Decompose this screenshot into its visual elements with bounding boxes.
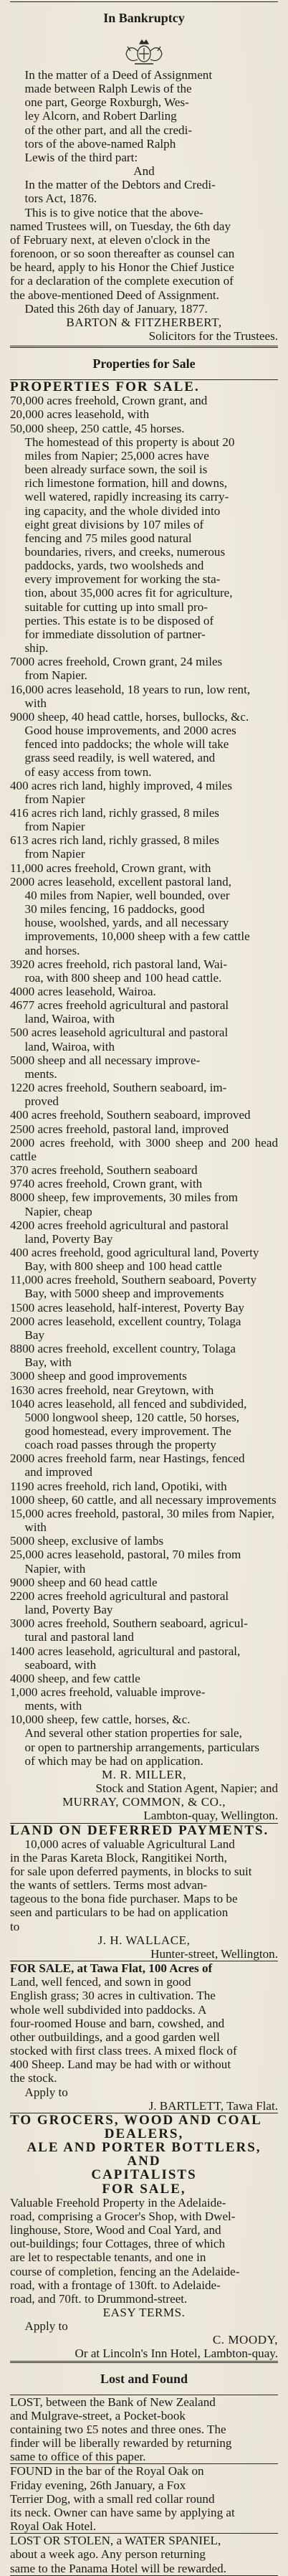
tawa-line: English grass; 30 acres in cultivation. The [10,1989,216,2003]
property-line: 3000 acres freehold, Southern seaboard, agricul- [10,1616,248,1631]
property-line: 8000 sheep, few improvements, 30 miles from [10,1190,239,1205]
property-line: 500 acres leasehold agricultural and pastoral [10,1026,229,1040]
tawa-line: the stock. [10,2071,57,2085]
property-line: house, woolshed, yards, and all necessary [24,916,229,930]
property-line: 30 miles fencing, 16 paddocks, good [24,902,205,917]
grocers-title [10,2113,278,2196]
property-line: 2000 acres leasehold, excellent country, Tolaga [10,1314,241,1328]
notice-line: And [133,164,155,179]
property-line: of which may be had on application. [24,1753,203,1768]
property-line: eight great divisions by 107 miles of [24,517,204,531]
property-line: 5000 longwool sheep, 120 cattle, 50 horses, [24,1410,240,1424]
property-line: 1400 acres leasehold, agricultural and pastoral, [10,1644,241,1658]
property-line: from Napier. [24,668,87,683]
property-line: 7000 acres freehold, Crown grant, 24 miles [10,655,223,669]
deferred-line: Hunter-street, Wellington. [150,1946,278,1961]
property-line: Napier, with [24,1561,86,1576]
property-line: grass seed readily, is well watered, and [24,751,216,765]
property-line: ing capacity, and the whole divided into [24,503,221,518]
lost-line: same to office of this paper. [10,2450,146,2464]
property-line: 2200 acres freehold agricultural and pastoral [10,1588,229,1603]
property-line: fenced into paddocks; the whole will take [24,737,229,752]
tawa-title: FOR SALE, at Tawa Flat, 100 Acres of [10,1961,213,1976]
property-line: land, Poverty Bay [24,1603,113,1617]
property-line: 1630 acres freehold, near Greytown, with [10,1383,214,1397]
grocers-ad [10,2196,278,2361]
crest-svg [120,35,168,67]
property-line: 3920 acres freehold, rich pastoral land, Wai- [10,957,228,971]
property-line: every improvement for working the sta- [24,572,221,587]
property-line: 2000 acres freehold farm, near Hastings, fenced [10,1452,245,1466]
property-line: rich limestone formation, hill and downs, [24,476,227,491]
property-line: 4000 sheep, and few cattle [10,1671,140,1685]
grocers-line: C. MOODY, [212,2333,278,2347]
lost-found-heading: Lost and Found [100,2371,188,2386]
property-line: The homestead of this property is about 20 [24,435,235,449]
property-line: 70,000 acres freehold, Crown grant, and [10,394,208,408]
grocers-line: EASY TERMS. [102,2306,186,2319]
property-line: 9000 sheep and 60 head cattle [10,1575,158,1589]
deferred-line: for sale upon deferred payments, in blocks to suit [10,1865,252,1878]
deferred-line: in the Paras Kareta Block, Rangitikei North, [10,1850,227,1865]
property-line: proved [24,1094,59,1109]
property-line: well watered, rapidly increasing its carry- [24,490,229,504]
property-line: ments, with [24,1699,82,1713]
property-line: from Napier [24,792,85,806]
property-line: Bay [24,1327,45,1342]
property-line: roa, with 800 sheep and 100 head cattle. [24,970,222,985]
deferred-line: J. H. WALLACE, [97,1933,191,1947]
property-line: 4200 acres freehold agricultural and pastoral [10,1218,229,1232]
notice-line: tors of the above-named Ralph [24,136,176,151]
tawa-line: stocked with first class trees. A mixed flock of [10,2044,237,2058]
property-line: boundaries, rivers, and creeks, numerous [24,545,226,559]
properties-heading: Properties for Sale [92,356,196,371]
property-line: 50,000 sheep, 250 cattle, 45 horses. [10,421,185,435]
grocers-line: road, with a frontage of 130ft. to Adelaide- [10,2278,221,2292]
property-line: 5000 sheep and all necessary improve- [10,1053,201,1067]
notice-line: for a declaration of the complete execution of [10,274,234,288]
property-line: 1190 acres freehold, rich land, Opotiki, with [10,1479,227,1493]
lost-line: LOST, between the Bank of New Zealand [10,2395,216,2409]
property-line: with [24,1520,47,1535]
notice-line: This is to give notice that the above- [24,205,203,219]
lost-pocketbook-ad [10,2395,278,2464]
grocers-line: Valuable Freehold Property in the Adelaide- [10,2195,226,2210]
lost-line: about a week ago. Any person returning [10,2547,206,2562]
property-line: Lambton-quay, Wellington. [143,1809,278,1823]
notice-line: In the matter of the Debtors and Credi- [24,178,216,192]
property-line: improvements, 10,000 sheep with a few cattle [24,929,250,944]
property-line: 2500 acres freehold, pastoral land, improved [10,1122,229,1136]
property-line: 25,000 acres leasehold, pastoral, 70 miles from [10,1548,241,1562]
property-line: 400 acres rich land, highly improved, 4 miles [10,778,232,792]
tawa-line: 400 Sheep. Land may be had with or without [10,2058,231,2072]
property-line: 4677 acres freehold agricultural and pastoral [10,998,229,1013]
found-line: Terrier Dog, with a small red collar round [10,2491,215,2506]
property-line: ship. [24,641,49,655]
property-line: 416 acres rich land, richly grassed, 8 miles [10,805,219,820]
lost-line: containing two £5 notes and three ones. The [10,2422,226,2436]
notice-line: forenoon, or so soon thereafter as counsel can [10,247,235,261]
property-line: land, Poverty Bay [24,1231,113,1246]
grocers-title-line: FOR SALE, [102,2181,186,2197]
deferred-line: seen and particulars to be had on application [10,1905,229,1920]
property-line: miles from Napier; 25,000 acres have [24,448,209,463]
notice-line: tors Act, 1876. [24,191,97,206]
notice-line: Solicitors for the Trustees. [148,328,278,343]
grocers-line: course of completion, fencing an the Adelaide- [10,2264,240,2278]
property-line: Stock and Station Agent, Napier; and [95,1781,278,1796]
property-line: MURRAY, COMMON, & CO., [62,1795,226,1809]
property-line: 1040 acres leasehold, all fenced and subdivided, [10,1396,247,1411]
grocers-line: linghouse, Store, Wood and Coal Yard, and [10,2223,221,2238]
grocers-line: road, and 70ft. to Drummond-street. [10,2291,188,2306]
property-line: from Napier [24,820,85,834]
property-line: And several other station properties for sale, [24,1726,242,1741]
properties-listing [10,394,278,1822]
property-line: Napier, cheap [24,1204,92,1218]
property-line: 370 acres freehold, Southern seaboard [10,1163,198,1178]
property-line: 400 acres freehold, good agricultural land, Poverty [10,1245,259,1259]
property-line: 11,000 acres freehold, Southern seaboard, Poverty [10,1273,256,1287]
grocers-title-line: ALE AND PORTER BOTTLERS, AND [27,2140,261,2169]
property-line: 2000 acres freehold, with 3000 sheep and 200 head cattle [10,1135,278,1163]
property-line: from Napier [24,847,85,861]
property-line: for immediate dissolution of partner- [24,627,206,641]
property-line: with [24,696,47,710]
property-line: 40 miles from Napier, well bounded, over [24,888,230,902]
property-line: good homestead, every improvement. The [24,1424,231,1438]
tawa-line: other outbuildings, and a good garden well [10,2030,220,2044]
property-line: 16,000 acres leasehold, 18 years to run, low rent, [10,682,251,696]
property-line: 20,000 acres leasehold, with [10,407,150,422]
property-line: seaboard, with [24,1657,97,1672]
tawa-line: Apply to [24,2085,68,2099]
property-line: 1,000 acres freehold, valuable improve- [10,1685,206,1699]
property-line: land, Wairoa, with [24,1012,115,1026]
property-line: or open to partnership arrangements, particulars [24,1740,260,1754]
deferred-payments-ad [10,1837,278,1961]
found-line: its neck. Owner can have same by applying at [10,2505,235,2519]
property-line: Good house improvements, and 2000 acres [24,724,236,738]
lost-spaniel-ad [10,2534,278,2575]
property-line: Bay, with 800 sheep and 100 head cattle [24,1259,222,1274]
property-line: 9740 acres freehold, Crown grant, with [10,1177,203,1191]
property-line: 400 acres freehold, Southern seaboard, improved [10,1108,251,1122]
grocers-line: road, comprising a Grocer's Shop, with Dwel- [10,2209,236,2223]
property-line: Bay, with 5000 sheep and improvements [24,1287,224,1301]
found-terrier-ad [10,2464,278,2533]
grocers-line: out-buildings; four Cottages, three of which [10,2237,226,2251]
grocers-line: Apply to [24,2319,68,2334]
deferred-line: tageous to the bona fide purchaser. Maps to be [10,1892,238,1906]
notice-line: Lewis of the third part: [24,150,138,164]
tawa-line: four-roomed House and barn, cowshed, and [10,2016,225,2030]
notice-line: Dated this 26th day of January, 1877. [24,301,208,316]
property-line: 1220 acres freehold, Southern seaboard, im- [10,1081,227,1095]
royal-crest-icon [10,34,278,68]
property-line: 4000 acres leasehold, Wairoa. [10,985,156,998]
property-line: tion, about 35,000 acres fit for agriculture, [24,586,233,600]
property-line: 15,000 acres freehold, pastoral, 30 miles from Napier, [10,1506,275,1520]
tawa-line: Land, well fenced, and sown in good [10,1975,191,1989]
property-line: 8800 acres freehold, excellent country, Tolaga [10,1342,236,1356]
tawa-line: J. BARTLETT, Tawa Flat. [148,2098,278,2113]
found-line: Royal Oak Hotel. [10,2519,97,2534]
notice-line: In the matter of a Deed of Assignment [24,68,213,82]
property-line: 9000 sheep, 40 head cattle, horses, bullocks, &c. [10,709,249,724]
property-line: 3000 sheep and good improvements [10,1369,187,1383]
property-line: land, Wairoa, with [24,1039,115,1053]
notice-line: the above-mentioned Deed of Assignment. [10,288,219,302]
properties-title: PROPERTIES FOR SALE. [10,379,200,395]
notice-line: one part, George Roxburgh, Wes- [24,95,189,110]
grocers-line: Or at Lincoln's Inn Hotel, Lambton-quay. [75,2347,278,2361]
property-line: tural and pastoral land [24,1630,134,1644]
deferred-line: 10,000 acres of valuable Agricultural Land [24,1837,235,1851]
lost-line: same to the Panama Hotel will be rewarded. [10,2561,226,2575]
notice-line: ley Alcorn, and Robert Darling [24,109,177,123]
deferred-line: the wants of settlers. Terms most advan- [10,1878,208,1893]
property-line: been already surface sown, the soil is [24,463,208,477]
found-line: FOUND in the bar of the Royal Oak on [10,2464,204,2478]
property-line: and horses. [24,943,80,957]
property-line: ments. [24,1066,57,1081]
grocers-title-line: TO GROCERS, WOOD AND COAL [10,2112,262,2128]
property-line: Bay, with [24,1355,72,1370]
property-line: suitable for cutting up into small pro- [24,600,208,614]
bankruptcy-notice [10,68,278,343]
tawa-flat-ad [10,1975,278,2113]
deferred-line: to [10,1919,20,1933]
lost-line: and Mulgrave-street, a Pocket-book [10,2408,186,2423]
property-line: 613 acres rich land, richly grassed, 8 miles [10,833,219,848]
property-line: fencing and 75 miles good natural [24,531,192,545]
property-line: coach road passes through the property [24,1438,216,1452]
property-line: 1000 sheep, 60 cattle, and all necessary improvements [10,1492,277,1507]
property-line: perties. This estate is to be disposed of [24,613,214,628]
property-line: of easy access from town. [24,764,152,779]
grocers-line: are let to respectable tenants, and one in [10,2250,206,2265]
lost-line: LOST OR STOLEN, a WATER SPANIEL, [10,2534,221,2548]
property-line: 11,000 acres freehold, Crown grant, with [10,861,211,875]
tawa-line: whole well subdivided into paddocks. A [10,2002,207,2017]
property-line: paddocks, yards, two woolsheds and [24,559,204,573]
found-line: Friday evening, 26th January, a Fox [10,2478,186,2492]
property-line: 5000 sheep, exclusive of lambs [10,1534,164,1548]
notice-line: made between Ralph Lewis of the [24,82,192,96]
property-line: M. R. MILLER, [101,1767,187,1781]
notice-line: named Trustees will, on Tuesday, the 6th day [10,219,231,233]
bankruptcy-heading: In Bankruptcy [103,11,185,25]
property-line: 10,000 sheep, few cattle, horses, &c. [10,1713,191,1727]
grocers-title-line: DEALERS, [104,2126,184,2141]
notice-line: of February next, at eleven o'clock in the [10,232,211,247]
deferred-title: LAND ON DEFERRED PAYMENTS. [10,1822,269,1838]
solicitors-name: BARTON & FITZHERBERT, [66,315,222,329]
lost-line: finder will be liberally rewarded by returning [10,2436,232,2450]
property-line: 1500 acres leasehold, half-interest, Poverty Bay [10,1300,245,1315]
notice-line: be heard, apply to his Honor the Chief Justice [10,260,234,275]
notice-line: of the other part, and all the credi- [24,123,193,137]
property-line: 2000 acres leasehold, excellent pastoral land, [10,874,231,889]
grocers-title-line: CAPITALISTS [91,2167,197,2183]
property-line: and improved [24,1465,92,1479]
